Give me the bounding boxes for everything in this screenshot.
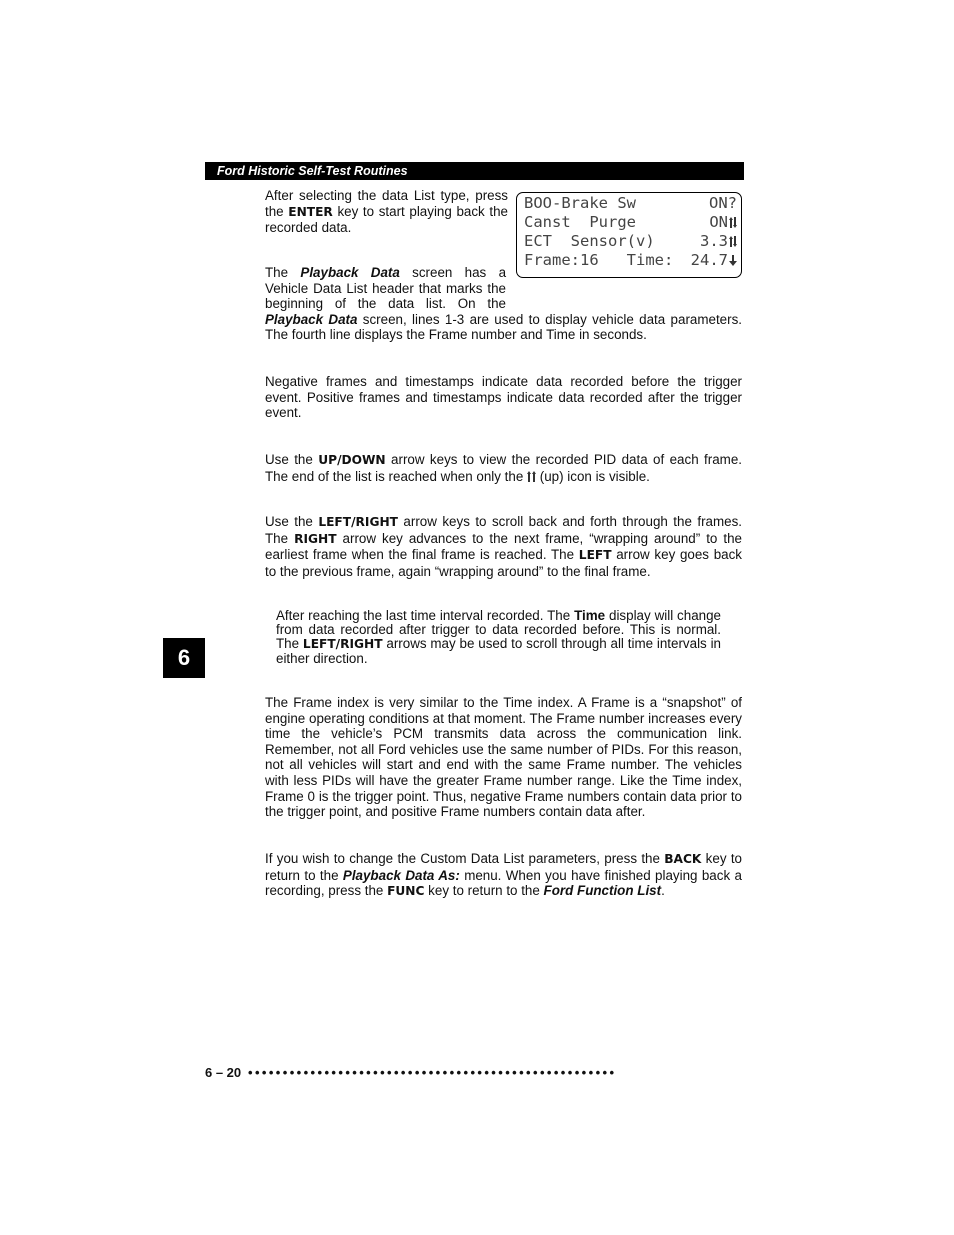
section-header-bar [205,162,744,180]
lcd-line-1-label: BOO-Brake Sw [524,194,636,212]
footer-dots: ••••••••••••••••••••••••••••••••••••••••••••••••••••• [248,1065,617,1080]
section-header-title: Ford Historic Self-Test Routines [217,164,408,178]
enter-key-label: ENTER [288,204,333,219]
paragraph-frame-index: The Frame index is very similar to the Time index. A Frame is a “snapshot” of engine operating conditions at that moment. The Frame number increases every time the vehicle’s PCM transmits data across the communication link. Remember, not all Ford vehicles use the same number of PIDs. For this reason, not all vehicles will start and end with the same Frame number. The vehicles with less PIDs will have the greater Frame number range. Like the Time index, Frame 0 is the trigger point. Thus, negative Frame numbers contain data prior to the trigger point, and positive Frame numbers contain data after. [265,695,742,820]
paragraph-up-down: Use the UP/DOWN arrow keys to view the recorded PID data of each frame. The end of the list is reached when only the (up) icon is visible. [265,452,742,484]
paragraph-playback-data: The Playback Data screen has a Vehicle Data List header that marks the beginning of the data list. On the Playback Data screen, lines 1-3 are used to display vehicle data parameters. The fourth line displays the Frame number and Time in seconds. [265,265,742,343]
page-number: 6 – 20 [205,1065,242,1080]
chapter-tab: 6 [163,638,205,678]
up-down-arrows-icon [729,236,737,247]
up-icon [527,471,536,482]
paragraph-custom-data-list: If you wish to change the Custom Data List parameters, press the BACK key to return to the Playback Data As: menu. When you have finished playing back a recording, press the FUNC key to return to the Ford Function List. [265,851,742,899]
lcd-line-4-label: Frame:16 Time: [524,251,674,269]
lcd-line-1-value: ON? [709,194,737,212]
paragraph-left-right: Use the LEFT/RIGHT arrow keys to scroll back and forth through the frames. The RIGHT arrow key advances to the next frame, “wrapping around” to the earliest frame when the final frame is reached. The LEFT arrow key goes back to the previous frame, again “wrapping around” to the final frame. [265,514,743,579]
func-key-label: FUNC [387,884,425,899]
paragraph-negative-frames: Negative frames and timestamps indicate data recorded before the trigger event. Positive frames and timestamps indicate data recorded after the trigger event. [265,374,742,421]
lcd-line-2-label: Canst Purge [524,213,636,231]
lcd-line-3-value: 3.3 [700,232,737,251]
page-footer [205,1064,745,1082]
left-right-key-label: LEFT/RIGHT [318,515,398,529]
lcd-line-4-value: 24.7 [691,251,737,270]
left-right-key-label: LEFT/RIGHT [302,637,383,652]
lcd-line-2-value: ON [709,213,737,232]
paragraph-enter: After selecting the data List type, press the ENTER key to start playing back the recorded data. [265,188,508,236]
left-key-label: LEFT [578,548,612,563]
lcd-line-3-label: ECT Sensor(v) [524,232,655,250]
note-time-display: After reaching the last time interval recorded. The Time display will change from data recorded after trigger to data recorded before. This is normal. The LEFT/RIGHT arrows may be used to scroll through all time intervals in either direction. [276,608,722,666]
up-down-arrows-icon [729,217,737,228]
up-down-key-label: UP/DOWN [318,453,386,467]
right-key-label: RIGHT [294,531,337,546]
back-key-label: BACK [664,852,702,866]
